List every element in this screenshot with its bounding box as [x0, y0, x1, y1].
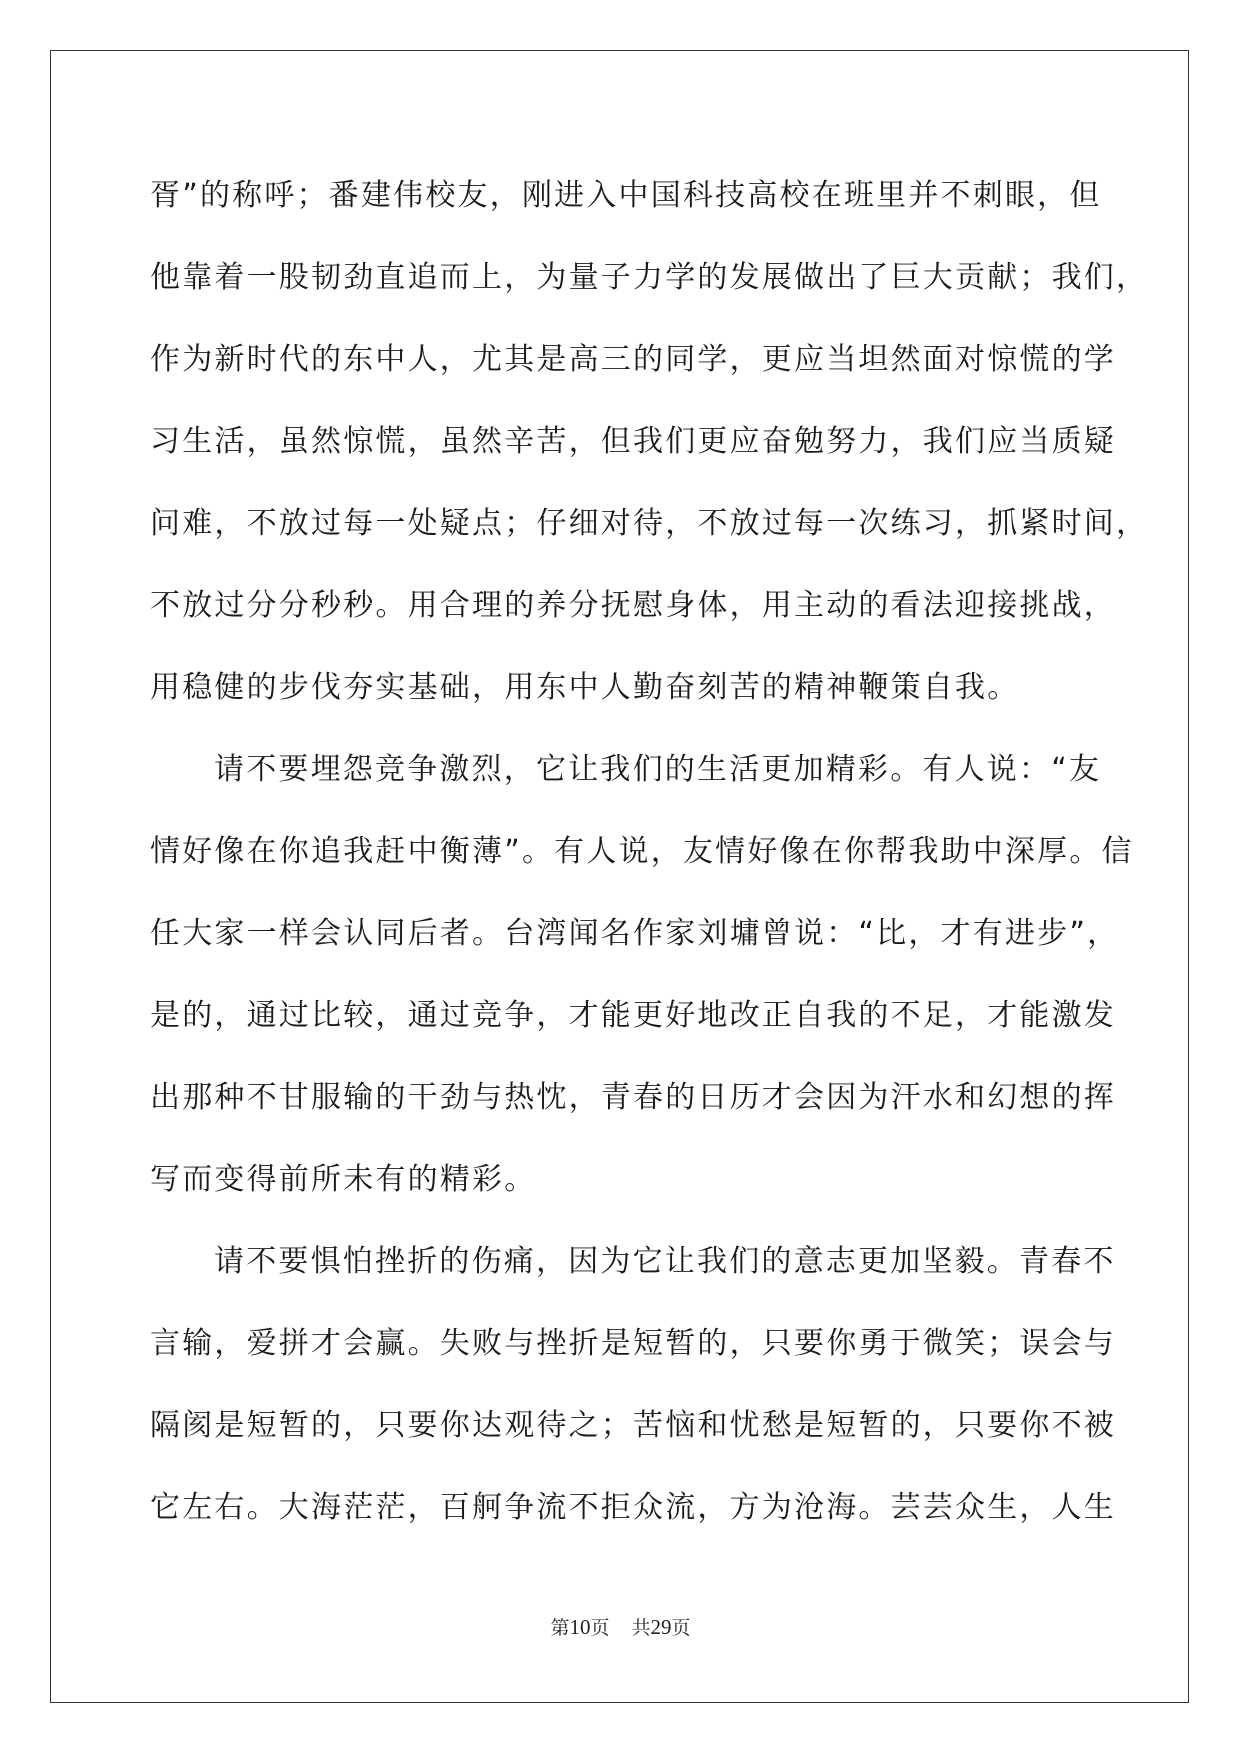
- text-line: 出那种不甘服输的干劲与热忱，青春的日历才会因为汗水和幻想的挥: [150, 1080, 1116, 1115]
- text-line: 隔阂是短暂的，只要你达观待之；苦恼和忧愁是短暂的，只要你不被: [150, 1408, 1116, 1443]
- current-page-number: 10: [569, 1615, 591, 1639]
- text-line: 习生活，虽然惊慌，虽然辛苦，但我们更应奋勉努力，我们应当质疑: [150, 424, 1116, 459]
- text-line: 胥”的称呼；番建伟校友，刚进入中国科技高校在班里并不刺眼，但: [150, 178, 1102, 213]
- text-line: 不放过分分秒秒。用合理的养分抚慰身体，用主动的看法迎接挑战，: [150, 588, 1116, 623]
- text-line: 言输，爱拼才会赢。失败与挫折是短暂的，只要你勇于微笑；误会与: [150, 1326, 1116, 1361]
- text-line: 他靠着一股韧劲直追而上，为量子力学的发展做出了巨大贡献；我们，: [150, 260, 1149, 295]
- page-suffix: 页: [590, 1617, 610, 1639]
- paragraph-start-line: 请不要惧怕挫折的伤痛，因为它让我们的意志更加坚毅。青春不: [214, 1244, 1116, 1279]
- page-number-footer: [0, 1613, 1241, 1640]
- paragraph-start-line: 请不要埋怨竞争激烈，它让我们的生活更加精彩。有人说：“友: [214, 752, 1102, 787]
- text-line: 是的，通过比较，通过竞争，才能更好地改正自我的不足，才能激发: [150, 998, 1116, 1033]
- text-line: 问难，不放过每一处疑点；仔细对待，不放过每一次练习，抓紧时间，: [150, 506, 1149, 541]
- total-page-count: 29: [650, 1615, 672, 1639]
- page-prefix: 第: [550, 1617, 570, 1639]
- text-line: 它左右。大海茫茫，百舸争流不拒众流，方为沧海。芸芸众生，人生: [150, 1490, 1116, 1525]
- document-body: [150, 155, 1149, 1549]
- text-line: 写而变得前所未有的精彩。: [150, 1162, 537, 1197]
- text-line: 用稳健的步伐夯实基础，用东中人勤奋刻苦的精神鞭策自我。: [150, 670, 1020, 705]
- text-line: 情好像在你追我赶中衡薄”。有人说，友情好像在你帮我助中深厚。信: [150, 834, 1134, 869]
- total-prefix: 共: [631, 1617, 651, 1639]
- text-line: 任大家一样会认同后者。台湾闻名作家刘墉曾说：“比，才有进步”，: [150, 916, 1120, 951]
- text-line: 作为新时代的东中人，尤其是高三的同学，更应当坦然面对惊慌的学: [150, 342, 1116, 377]
- total-suffix: 页: [671, 1617, 691, 1639]
